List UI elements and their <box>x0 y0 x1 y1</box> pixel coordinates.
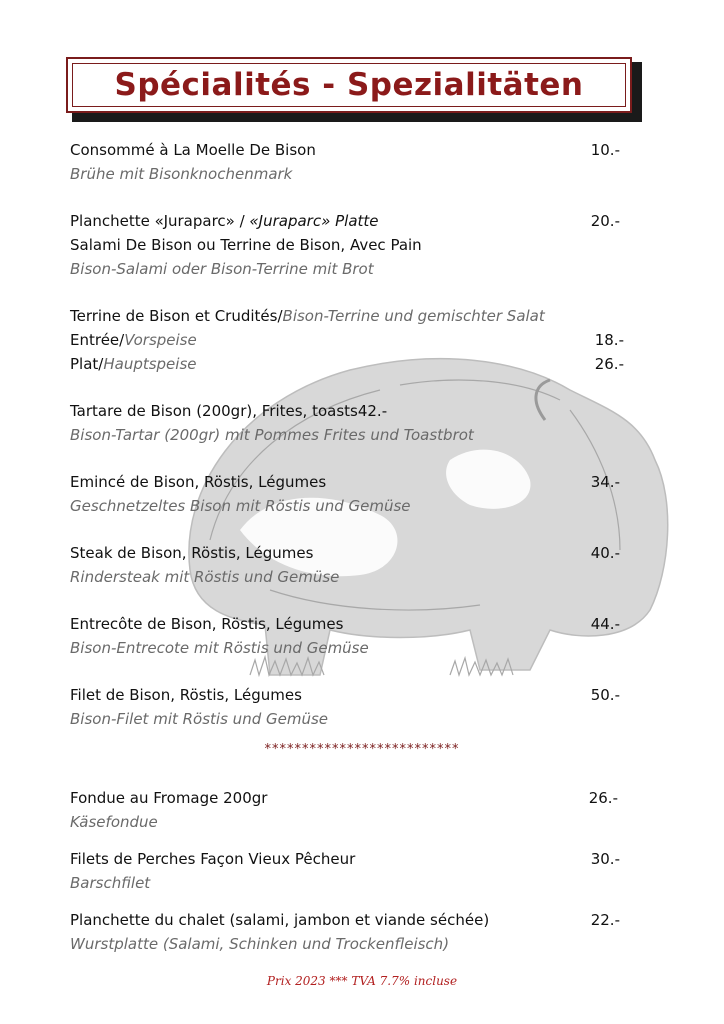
page-title: Spécialités - Spezialitäten <box>114 67 584 103</box>
menu-item-1-de: Brühe mit Bisonknochenmark <box>70 165 293 183</box>
menu-item-3-sub2 <box>70 352 630 376</box>
item-price: 42.- <box>357 402 388 420</box>
menu-item-5-de: Geschnetzeltes Bison mit Röstis und Gemüse <box>70 497 411 515</box>
item-price: 30.- <box>590 850 620 868</box>
menu-item-4-fr <box>70 399 630 423</box>
item-name: Planchette du chalet (salami, jambon et viande séchée) <box>70 911 490 929</box>
sub-label: Plat/ <box>70 355 104 373</box>
title-box <box>66 57 632 113</box>
menu-item-10-fr <box>70 847 630 871</box>
title-inner-border <box>72 63 626 107</box>
item-name: Planchette «Juraparc» / <box>70 212 250 230</box>
item-price: 18.- <box>594 331 624 349</box>
menu-item-2-fr <box>70 209 630 233</box>
menu-item-10-de: Barschfilet <box>70 874 151 892</box>
item-price: 20.- <box>590 212 620 230</box>
menu-item-4-de: Bison-Tartar (200gr) mit Pommes Frites und Toastbrot <box>70 426 474 444</box>
sub-label-de: Hauptspeise <box>103 355 197 373</box>
item-price: 26.- <box>588 789 618 807</box>
sub-label: Entrée/ <box>70 331 125 349</box>
item-name: Emincé de Bison, Röstis, Légumes <box>70 473 327 491</box>
item-price: 10.- <box>590 141 620 159</box>
menu-item-5-fr <box>70 470 630 494</box>
item-name: Terrine de Bison et Crudités/ <box>70 307 283 325</box>
menu-item-9-de: Käsefondue <box>70 813 158 831</box>
sub-label-de: Vorspeise <box>124 331 197 349</box>
item-name: Filets de Perches Façon Vieux Pêcheur <box>70 850 356 868</box>
menu-item-3-fr <box>70 304 630 328</box>
menu-item-8-fr <box>70 683 630 707</box>
separator-stars: ************************** <box>264 742 460 757</box>
item-name: Steak de Bison, Röstis, Légumes <box>70 544 314 562</box>
menu-item-3-sub1 <box>70 328 630 352</box>
menu-item-1-fr <box>70 138 630 162</box>
menu-item-11-fr <box>70 908 630 932</box>
menu-item-6-fr <box>70 541 630 565</box>
item-price: 50.- <box>590 686 620 704</box>
menu-item-2-de: Bison-Salami oder Bison-Terrine mit Brot <box>70 260 374 278</box>
item-price: 44.- <box>590 615 620 633</box>
menu-item-11-de: Wurstplatte (Salami, Schinken und Trockenfleisch) <box>70 935 450 953</box>
item-name: Entrecôte de Bison, Röstis, Légumes <box>70 615 344 633</box>
footer-note: Prix 2023 *** TVA 7.7% incluse <box>266 974 458 988</box>
item-price: 34.- <box>590 473 620 491</box>
item-name: Fondue au Fromage 200gr <box>70 789 268 807</box>
item-name-de: Bison-Terrine und gemischter Salat <box>282 307 545 325</box>
menu-item-7-fr <box>70 612 630 636</box>
menu-item-6-de: Rindersteak mit Röstis und Gemüse <box>70 568 340 586</box>
menu-item-7-de: Bison-Entrecote mit Röstis und Gemüse <box>70 639 369 657</box>
item-name-italic: «Juraparc» Platte <box>249 212 379 230</box>
menu-item-2-fr2: Salami De Bison ou Terrine de Bison, Avec Pain <box>70 236 422 254</box>
item-price: 22.- <box>590 911 620 929</box>
item-price: 40.- <box>590 544 620 562</box>
menu-item-8-de: Bison-Filet mit Röstis und Gemüse <box>70 710 329 728</box>
item-name: Tartare de Bison (200gr), Frites, toasts <box>70 402 358 420</box>
item-name: Filet de Bison, Röstis, Légumes <box>70 686 302 704</box>
menu-item-9-fr <box>70 786 630 810</box>
item-price: 26.- <box>594 355 624 373</box>
item-name: Consommé à La Moelle De Bison <box>70 141 316 159</box>
